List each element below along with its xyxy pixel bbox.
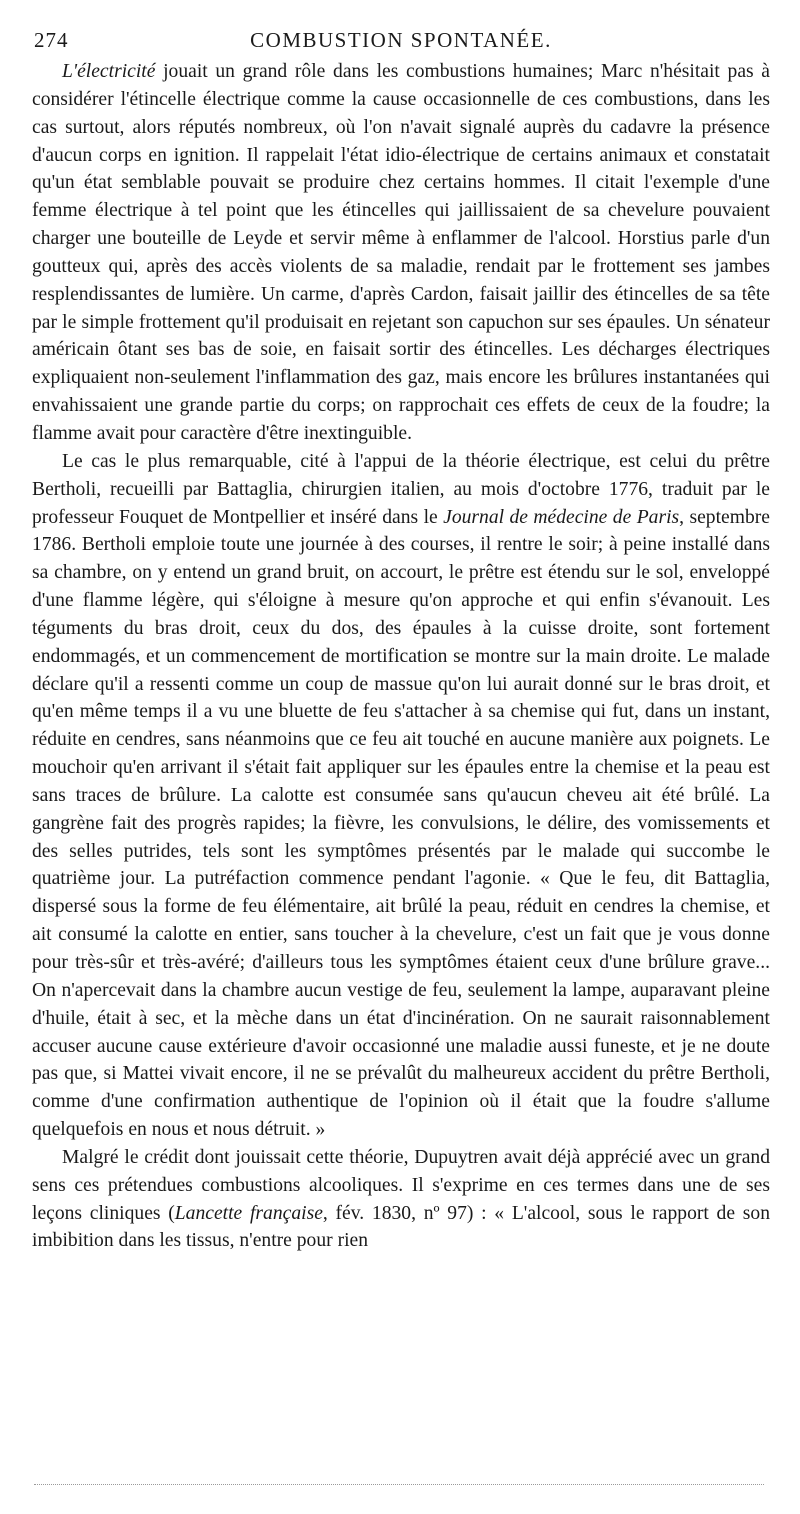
paragraph-bertholi-case xyxy=(32,448,770,1144)
paragraph-electricity xyxy=(32,58,770,448)
page-number: 274 xyxy=(34,28,69,52)
paragraph-text: , fév. 1830, nº 97) : « L'alcool, sous le rapport de son imbibition dans les tissus, n'entre pour rien xyxy=(32,1202,770,1252)
bottom-dotted-rule xyxy=(34,1484,764,1485)
running-head xyxy=(32,22,770,52)
running-title: COMBUSTION SPONTANÉE. xyxy=(250,28,552,52)
journal-title: Journal de médecine de Paris xyxy=(443,506,680,528)
paragraph-dupuytren xyxy=(32,1144,770,1255)
paragraph-text: jouait un grand rôle dans les combustions humaines; Marc n'hésitait pas à considérer l'étincelle électrique comme la cause occasionnelle de ces combustions, dans les cas surtout, alors réputés nombreux, où l'on n'avait signalé auprès du cadavre la présence d'aucun corps en ignition. Il rappelait l'état idio-électrique de certains animaux et constatait qu'un état semblable pouvait se produire chez certains hommes. Il citait l'exemple d'une femme électrique à tel point que les étincelles qui jaillissaient de sa chevelure pouvaient charger une bouteille de Leyde et servir même à enflammer de l'alcool. Horstius parle d'un goutteux qui, après des accès violents de sa maladie, rendait par le frottement ses jambes resplendissantes de lumière. Un carme, d'après Cardon, faisait jaillir des étincelles de sa tête par le simple frottement qu'il produisait en rejetant son capuchon sur ses épaules. Un sénateur américain ôtant ses bas de soie, en faisait sortir des étincelles. Les décharges électriques expliquaient non-seulement l'inflammation des gaz, mais encore les brûlures instantanées qui envahissaient une grande partie du corps; on rapprochait ces effets de ceux de la foudre; la flamme avait pour caractère d'être inextinguible. xyxy=(32,61,770,444)
paragraph-text: Malgré le crédit dont jouissait cette théorie, Dupuytren avait déjà apprécié avec un grand sens ces prétendues combustions alcooliques. Il s'exprime en ces termes dans une de ses leçons cliniques ( xyxy=(32,1146,770,1224)
paragraph-lead-term: L'électricité xyxy=(62,61,156,82)
body-text xyxy=(32,58,770,1255)
paragraph-text: Le cas le plus remarquable, cité à l'appui de la théorie électrique, est celui du prêtre Bertholi, recueilli par Battaglia, chirurgien italien, au mois d'octobre 1776, traduit par le professeur Fouquet de Montpellier et inséré dans le xyxy=(32,450,770,528)
paragraph-text: , septembre 1786. Bertholi emploie toute une journée à des courses, il rentre le soir; à peine installé dans sa chambre, on y entend un grand bruit, on accourt, le prêtre est étendu sur le sol, enveloppé d'une flamme légère, qui s'éloigne à mesure qu'on approche et qui enfin s'évanouit. Les téguments du bras droit, ceux du dos, des épaules à la cuisse droite, sont fortement endommagés, et un commencement de mortification se montre sur la main droite. Le malade déclare qu'il a ressenti comme un coup de massue qu'on lui aurait donné sur le bras droit, et qu'en même temps il a vu une bluette de feu s'attacher à sa chemise qui fut, dans un instant, réduite en cendres, sans néanmoins que ce feu ait touché en aucune manière aux poignets. Le mouchoir qu'en arrivant il s'était fait appliquer sur les épaules entre la chemise et la peau est sans traces de brûlure. La calotte est consumée sans qu'aucun cheveu ait été brûlé. La gangrène fait des progrès rapides; la fièvre, les convulsions, le délire, des vomissements et des selles putrides, tels sont les symptômes présentés par le malade qui succombe le quatrième jour. La putréfaction commence pendant l'agonie. « Que le feu, dit Battaglia, dispersé sous la forme de feu élémentaire, ait brûlé la peau, réduit en cendres la chemise, et ait consumé la calotte en entier, sans toucher à la chevelure, c'est un fait que je vous donne pour très-sûr et très-avéré; d'ailleurs tous les symptômes étaient ceux d'une brûlure grave... On n'apercevait dans la chambre aucun vestige de feu, seulement la lampe, auparavant pleine d'huile, était à sec, et la mèche dans un état d'incinération. On ne saurait raisonnablement accuser aucune cause extérieure d'avoir occasionné une maladie aussi funeste, et je ne doute pas que, si Mattei vivait encore, il ne se prévalût du malheureux accident du prêtre Bertholi, comme d'une confirmation authentique de l'opinion où il était que la foudre s'allume quelquefois en nous et nous détruit. » xyxy=(32,506,770,1141)
source-title: Lancette française xyxy=(174,1202,323,1224)
book-page xyxy=(32,22,770,1255)
